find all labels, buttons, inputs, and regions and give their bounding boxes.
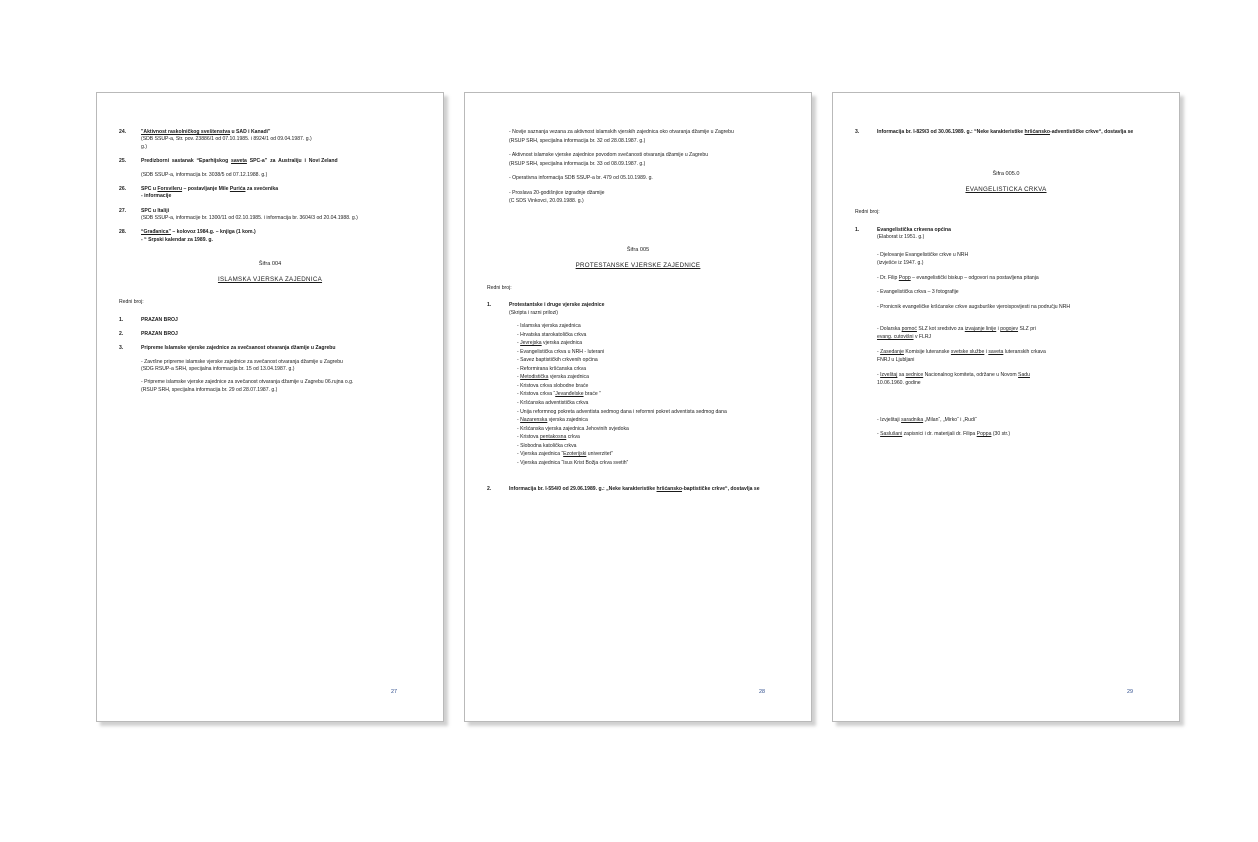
section-heading: EVANGELISTICKA CRKVA <box>965 186 1047 194</box>
item-number: 1. <box>119 316 124 323</box>
section-code: Šifra 005.0 <box>992 171 1020 178</box>
sub-item: - Jevrejska vjerska zajednica <box>517 340 583 347</box>
item-subtitle: - informacije <box>141 193 172 200</box>
sub-item: 10.06.1960. godine <box>877 380 921 387</box>
underlined-term: Ezoterijski <box>563 451 587 458</box>
section-code: Šifra 004 <box>258 261 282 268</box>
list-item <box>855 227 1157 440</box>
item-title: “Građanica” – kolovoz 1984.g. – knjiga (1 kom.) <box>141 229 256 236</box>
underlined-term: Forsvileru <box>157 185 183 192</box>
list-item <box>119 317 421 324</box>
item-number: 1. <box>855 226 860 233</box>
item-number: 2. <box>487 485 492 492</box>
underlined-term: pentakosna <box>539 434 567 441</box>
list-item <box>119 345 421 394</box>
sub-item: - Kristova crkva slobodne braće <box>517 382 589 389</box>
page-number: 29 <box>1127 689 1133 696</box>
sub-item: - Pronicnik evangeličke kršćanske crkve augsburške vjeroispovijesti na području NRH <box>877 303 1071 310</box>
sub-item: FNRJ u Ljubljani <box>877 357 915 364</box>
item-subtitle: (Elaborat iz 1951. g.) <box>877 234 925 241</box>
item-title: PRAZAN BROJ <box>141 330 178 337</box>
item-title: PRAZAN BROJ <box>141 316 178 323</box>
note-line: (RSUP SRH, specijalna informacija br. 33 od 08.09.1987. g.) <box>509 160 646 167</box>
underlined-term: Metodistička <box>520 374 549 381</box>
sub-item: - Kristova crkva “Jevanđelske braće ” <box>517 391 601 398</box>
note-line: - Proslava 20-godišnjice izgradnje džamije <box>509 189 605 196</box>
underlined-term: Poppa <box>976 431 992 438</box>
sub-list <box>877 252 1157 439</box>
item-title: Pripreme Islamske vjerske zajednice za svečsanost otvaranja džamije u Zagrebu <box>141 345 336 352</box>
sub-item: - Izvještaji saradnika „Milan“, „Mirko“ i „Rudi“ <box>877 416 977 423</box>
underlined-term: svetske službe <box>950 348 985 355</box>
underlined-term: Popp <box>898 274 911 281</box>
sub-item: - Hrvatska starokatolička crkva <box>517 331 587 338</box>
underlined-term: hršćansko <box>1024 129 1050 135</box>
redni-broj-label: Redni broj: <box>487 284 512 291</box>
note-line: (C SDS Vinkovci, 20.09.1988. g.) <box>509 198 584 205</box>
sub-item: - Vjerska zajednica “Ezoterijski univerzitet” <box>517 451 613 458</box>
item-note: - Pripreme islamske vjerske zajednice za svečanost otvaranja džamije u Zagrebu 06.rujna o.g. <box>141 379 354 386</box>
note-line: - Operativna informacija SDB SSUP-a br. 479 od 05.10.1989. g. <box>509 175 653 182</box>
document-page-28[interactable] <box>464 92 812 722</box>
note-line: (RSUP SRH, specijalna informacija br. 32 od 28.08.1987. g.) <box>509 137 646 144</box>
item-number: 24. <box>119 129 127 135</box>
sub-item: - Kršćanska adventistička crkva <box>517 400 589 407</box>
sub-item: evang. cutovišni v FLRJ <box>877 334 932 341</box>
item-number: 1. <box>487 302 492 309</box>
sub-item: - Nazarenska vjerska zajednica <box>517 417 588 424</box>
item-number: 2. <box>119 330 124 337</box>
item-source: (SDB SSUP-a, informacije br. 1300/11 od 02.10.1985. i informacija br. 3604/3 od 20.04.1988. g.) <box>141 215 358 221</box>
item-title: Informacija br. I-829/3 od 30.06.1989. g.: “Neke karakteristike hršćansko-adventističke crkve“, dostavlja se <box>877 129 1134 135</box>
section-heading: PROTESTANSKE VJERSKE ZAJEDNICE <box>575 261 701 269</box>
sub-item: (izvješće iz 1947. g.) <box>877 260 924 267</box>
underlined-term: Izveštaj <box>880 371 898 378</box>
underlined-term: evang. cutovišni <box>877 334 914 341</box>
list-item <box>119 129 421 151</box>
underlined-term: Jevanđelske <box>555 391 584 398</box>
sub-item: - Kristova pentakosna crkva <box>517 434 580 441</box>
item-number: 25. <box>119 158 127 165</box>
underlined-term: "Aktivnost raskolničkog sveštenstva <box>141 129 231 135</box>
sub-item: - Kršćanska vjerska zajednica Jehovinih svjedoka <box>517 425 629 432</box>
sub-item: - Izveštaj sa sednice Nacionalnog komiteta, održane u Novom Sadu <box>877 371 1030 378</box>
list-item <box>119 208 421 223</box>
sub-item: - Saslušani zapisnici i dr. materijali dr. Filipa Poppa (30 str.) <box>877 431 1011 438</box>
underlined-term: “Građanica” <box>141 229 172 236</box>
top-notes <box>509 129 789 206</box>
list-item <box>119 186 421 201</box>
sub-item: - Reformirana kršćanska crkva <box>517 365 587 372</box>
item-number: 3. <box>855 129 860 135</box>
sub-item: - Savez baptističkih crkvenih općina <box>517 357 598 364</box>
sub-item: - Vjerska zajednica “Isus Krist Božja crkva svetih” <box>517 459 629 466</box>
underlined-term: Sadu <box>1018 371 1030 378</box>
underlined-term: pomoć <box>901 325 917 332</box>
sub-item: - Evangelistička crkva – 3 fotografije <box>877 289 959 296</box>
item-number: 26. <box>119 185 127 192</box>
sub-item: - Zasedanje Komisije luteranske svetske službe i saveta luteranskih crkava <box>877 348 1046 355</box>
sub-list <box>517 323 789 467</box>
note-line: - Aktivnost islamske vjerske zajednice povodom svečanosti otvaranja džamije u Zagrebu <box>509 152 709 159</box>
list-item <box>119 331 421 338</box>
page-container <box>96 92 1180 722</box>
item-source: (SDG RSUP-a SRH, specijalna informacija br. 15 od 13.04.1987. g.) <box>141 366 295 373</box>
underlined-term: saradnika <box>901 416 924 423</box>
item-subtitle: - “ Srpski kalendar za 1989. g. <box>141 236 213 243</box>
list-item <box>855 129 1157 136</box>
item-note: - Završne pripreme islamske vjerske zajednice za svečanost otvaranja džamije u Zagrebu <box>141 358 343 365</box>
item-number: 28. <box>119 229 127 236</box>
document-page-27[interactable] <box>96 92 444 722</box>
list-item <box>119 229 421 244</box>
underlined-term: Zasedanje <box>880 348 904 355</box>
sub-item: - Evangelistička crkva u NRH - luterani <box>517 348 605 355</box>
section-heading: ISLAMSKA VJERSKA ZAJEDNICA <box>217 276 323 284</box>
item-number: 3. <box>119 345 124 352</box>
item-subtitle: (Skripta i razni prilozi) <box>509 309 558 316</box>
item-title: "Aktivnost raskolničkog sveštenstva u SAD i Kanadi" <box>141 129 271 135</box>
underlined-term: saveta <box>988 348 1004 355</box>
item-title: Evangelistička crkvena općina <box>877 226 951 233</box>
sub-item: - Dolarska pomoć SLZ kot sredstvo za izvajanje linije i pogojev SLZ pri <box>877 325 1036 332</box>
item-source: (SDB SSUP-a, informacija br. 3038/5 od 07.12.1988. g.) <box>141 171 268 178</box>
item-source-cont: g.) <box>141 143 147 150</box>
sub-item: - Djelovanje Evangelističke crkve u NRH <box>877 251 969 258</box>
underlined-term: Saslušani <box>880 431 903 438</box>
redni-broj-label: Redni broj: <box>119 299 144 306</box>
underlined-term: hršćansko <box>656 485 682 492</box>
item-source: (RSUP SRH, specijalna informacija br. 29 od 28.07.1987. g.) <box>141 386 278 393</box>
sub-item: - Islamska vjerska zajednica <box>517 322 581 329</box>
page-number: 27 <box>391 689 397 696</box>
item-title: Informacija br. I-554/0 od 29.06.1989. g.: „Neke karakteristike hršćansko-baptističke crkve“, dostavlja se <box>509 485 760 492</box>
underlined-term: Purića <box>229 185 246 192</box>
section-code: Šifra 005 <box>626 246 650 253</box>
underlined-term: pogojev <box>1000 325 1019 332</box>
page-number: 28 <box>759 689 765 696</box>
redni-broj-label: Redni broj: <box>855 209 880 216</box>
item-title: Predizborni sastanak “Eparhijskog saveta SPC-a” za Australiju i Novi Zeland <box>141 158 338 165</box>
item-title: SPC u Forsvileru – postavljanje Mile Purića za svećenika <box>141 185 279 192</box>
document-page-29[interactable] <box>832 92 1180 722</box>
underlined-term: Jevrejska <box>520 340 542 347</box>
note-line: - Novije saznanja vezana za aktivnost islamskih vjerskih zajednica oko otvaranja džamije u Zagrebu <box>509 129 734 135</box>
sub-item: - Slobodna katolička crkva <box>517 442 577 449</box>
underlined-term: Nazarenska <box>520 417 548 424</box>
underlined-term: sednice <box>905 371 924 378</box>
item-title: SPC u Italiji <box>141 207 170 214</box>
item-title: Protestantske i druge vjerske zajednice <box>509 302 605 309</box>
sub-item: - Unija reformnog pokreta adventista sedmog dana i reformni pokret adventista sedmog dana <box>517 408 727 415</box>
sub-item: - Metodistička vjerska zajednica <box>517 374 589 381</box>
item-number: 27. <box>119 207 127 214</box>
item-source: (SDB SSUP-a, Str. pov. 23886/1 od 07.10.1985. i 8924/1 od 09.04.1987. g.) <box>141 136 312 143</box>
underlined-term: saveta <box>231 158 247 165</box>
list-item <box>487 302 789 468</box>
sub-item: - Dr. Filip Popp – evangelistički biskup – odgovori na postavljena pitanja <box>877 274 1039 281</box>
list-item <box>487 486 789 493</box>
list-item <box>119 158 421 179</box>
underlined-term: izvajanje linije <box>964 325 997 332</box>
